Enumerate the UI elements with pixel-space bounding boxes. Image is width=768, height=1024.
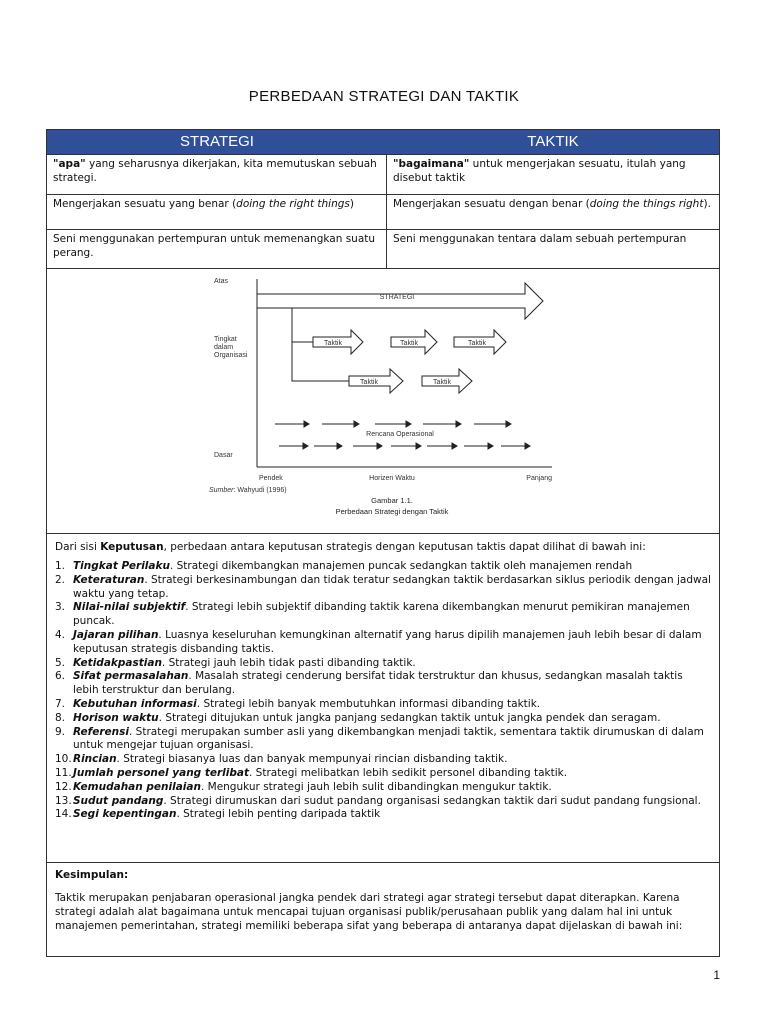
strategy-tactic-diagram bbox=[47, 269, 719, 533]
list-term: Referensi bbox=[73, 725, 129, 738]
branch-line-1 bbox=[292, 308, 313, 342]
list-text: . Strategi melibatkan lebih sedikit personel dibanding taktik. bbox=[248, 766, 568, 779]
rencana-arrows-bottom bbox=[279, 443, 530, 449]
list-text: . Strategi berkesinambungan dan tidak teratur sedangkan taktik berdasarkan siklus periodik dengan jadwal waktu yang tetap. bbox=[73, 573, 711, 600]
list-term: Segi kepentingan bbox=[73, 808, 177, 821]
list-text: . Luasnya keseluruhan kemungkinan alternatif yang harus dipilih manajemen jauh lebih besar di dalam keputusan strategis disbanding taktis. bbox=[73, 628, 702, 655]
list-term: Rincian bbox=[73, 753, 117, 766]
list-item bbox=[55, 795, 711, 809]
strategi-arrow-label: STRATEGI bbox=[379, 294, 415, 301]
list-text: . Strategi ditujukan untuk jangka panjang sedangkan taktik untuk jangka pendek dan seragam. bbox=[158, 711, 661, 724]
keyword-bagaimana: "bagaimana" bbox=[393, 158, 470, 170]
kesimpulan-section bbox=[47, 862, 719, 956]
list-item bbox=[55, 767, 711, 781]
list-term: Horison waktu bbox=[73, 711, 159, 724]
list-number: 10. bbox=[55, 753, 72, 766]
header-taktik: TAKTIK bbox=[527, 133, 579, 150]
cell-italic: doing the things right bbox=[589, 198, 704, 210]
keputusan-list bbox=[55, 560, 711, 822]
list-term: Nilai-nilai subjektif bbox=[73, 601, 186, 614]
cell-text: Mengerjakan sesuatu yang benar ( bbox=[53, 198, 237, 210]
list-number: 12. bbox=[55, 780, 72, 793]
page-title: PERBEDAAN STRATEGI DAN TAKTIK bbox=[248, 88, 520, 105]
list-number: 11. bbox=[55, 766, 72, 779]
list-number: 3. bbox=[55, 601, 66, 614]
strategi-cell bbox=[47, 155, 387, 194]
list-item bbox=[55, 781, 711, 795]
list-text: . Strategi jauh lebih tidak pasti dibanding taktik. bbox=[161, 656, 416, 669]
label-panjang: Panjang bbox=[526, 475, 552, 482]
label-pendek: Pendek bbox=[259, 475, 283, 482]
header-strategi: STRATEGI bbox=[180, 133, 254, 150]
label-organisasi: Organisasi bbox=[214, 352, 248, 359]
keputusan-section bbox=[47, 533, 719, 862]
strategi-arrow bbox=[257, 283, 543, 319]
branch-line-2 bbox=[292, 342, 349, 381]
list-item bbox=[55, 726, 711, 754]
table-row bbox=[47, 154, 719, 194]
list-text: . Strategi dirumuskan dari sudut pandang organisasi sedangkan taktik dari sudut pandang fungsional. bbox=[163, 794, 701, 807]
list-item bbox=[55, 560, 711, 574]
list-number: 1. bbox=[55, 560, 66, 572]
table-header bbox=[47, 130, 719, 154]
list-term: Jajaran pilihan bbox=[73, 628, 159, 641]
table-row bbox=[47, 194, 719, 229]
strategi-cell bbox=[47, 195, 387, 229]
list-term: Keteraturan bbox=[73, 573, 145, 586]
list-term: Ketidakpastian bbox=[73, 656, 162, 669]
list-item bbox=[55, 629, 711, 657]
label-horizen: Horizen Waktu bbox=[369, 475, 415, 482]
caption-number: Gambar 1.1. bbox=[371, 496, 413, 505]
list-number: 7. bbox=[55, 697, 66, 710]
kesimpulan-text: Taktik merupakan penjabaran operasional jangka pendek dari strategi agar strategi tersebut dapat diterapkan. Karena strategi adalah alat bagaimana untuk mencapai tujuan organisasi publik/perusahaan publik yang dalam hal ini untuk manajemen pemerintahan, strategi memiliki beberapa sifat yang beberapa di antaranya dapat dijelaskan di bawah ini: bbox=[55, 892, 683, 932]
label-dalam: dalam bbox=[214, 344, 234, 351]
list-item bbox=[55, 712, 711, 726]
list-text: . Masalah strategi cenderung bersifat tidak terstruktur dan khusus, sedangkan masalah taktis lebih terstruktur dan berulang. bbox=[73, 670, 683, 697]
list-item bbox=[55, 657, 711, 671]
list-text: . Strategi merupakan sumber asli yang dikembangkan menjadi taktik, sementara taktik dirumuskan di dalam untuk mengejar tujuan organisasi. bbox=[73, 725, 704, 752]
taktik-cell bbox=[387, 195, 719, 229]
list-term: Jumlah personel yang terlibat bbox=[73, 766, 249, 779]
list-number: 5. bbox=[55, 656, 66, 669]
cell-italic: doing the right things bbox=[236, 198, 350, 210]
list-term: Tingkat Perilaku bbox=[73, 560, 170, 572]
label-atas: Atas bbox=[214, 278, 229, 285]
keyword-apa: "apa" bbox=[53, 158, 86, 170]
list-term: Kebutuhan informasi bbox=[73, 697, 197, 710]
rencana-arrows-top bbox=[275, 421, 511, 427]
cell-text: Mengerjakan sesuatu dengan benar ( bbox=[393, 198, 590, 210]
cell-text: untuk mengerjakan sesuatu, itulah yang disebut taktik bbox=[393, 158, 686, 184]
cell-text: ) bbox=[349, 198, 355, 210]
taktik-arrow-label: Taktik bbox=[433, 379, 451, 386]
source-text: : Wahyudi (1996) bbox=[233, 487, 287, 494]
list-number: 9. bbox=[55, 725, 66, 738]
figure-strategi-taktik bbox=[47, 268, 719, 533]
list-text: . Mengukur strategi jauh lebih sulit dibandingkan mengukur taktik. bbox=[200, 780, 552, 793]
taktik-arrow-label: Taktik bbox=[360, 379, 378, 386]
list-number: 2. bbox=[55, 573, 66, 586]
figure-source bbox=[209, 487, 287, 494]
page-number: 1 bbox=[713, 968, 720, 982]
cell-text: ). bbox=[703, 198, 711, 210]
taktik-arrow-label: Taktik bbox=[400, 340, 418, 347]
strategi-cell: Seni menggunakan pertempuran untuk memenangkan suatu perang. bbox=[47, 230, 387, 268]
list-term: Sudut pandang bbox=[73, 794, 164, 807]
list-text: . Strategi biasanya luas dan banyak mempunyai rincian disbanding taktik. bbox=[116, 753, 508, 766]
list-item bbox=[55, 808, 711, 822]
list-number: 14. bbox=[55, 808, 72, 821]
list-item bbox=[55, 670, 711, 698]
taktik-cell bbox=[387, 155, 719, 194]
label-tingkat: Tingkat bbox=[214, 336, 237, 343]
comparison-table bbox=[46, 129, 720, 957]
rencana-label: Rencana Operasional bbox=[366, 431, 434, 438]
list-term: Sifat permasalahan bbox=[73, 670, 189, 683]
list-number: 8. bbox=[55, 711, 66, 724]
intro-bold: Keputusan bbox=[100, 541, 164, 553]
list-text: . Strategi lebih subjektif dibanding taktik karena dikembangkan menurut pemikiran manajemen puncak. bbox=[73, 601, 690, 628]
list-item bbox=[55, 601, 711, 629]
list-number: 13. bbox=[55, 794, 72, 807]
list-number: 4. bbox=[55, 628, 66, 641]
taktik-arrow-label: Taktik bbox=[324, 340, 342, 347]
intro-text: , perbedaan antara keputusan strategis dengan keputusan taktis dapat dilihat di bawah ini: bbox=[163, 541, 646, 553]
list-term: Kemudahan penilaian bbox=[73, 780, 201, 793]
intro-text: Dari sisi bbox=[55, 541, 101, 553]
list-item bbox=[55, 574, 711, 602]
list-item bbox=[55, 753, 711, 767]
kesimpulan-title: Kesimpulan: bbox=[55, 869, 129, 881]
table-row bbox=[47, 229, 719, 268]
cell-text: yang seharusnya dikerjakan, kita memutuskan sebuah strategi. bbox=[53, 158, 377, 184]
taktik-cell: Seni menggunakan tentara dalam sebuah pertempuran bbox=[393, 233, 687, 245]
list-text: . Strategi lebih penting daripada taktik bbox=[176, 808, 381, 821]
taktik-arrow-label: Taktik bbox=[468, 340, 486, 347]
list-text: . Strategi dikembangkan manajemen puncak sedangkan taktik oleh manajemen rendah bbox=[169, 560, 633, 572]
list-item bbox=[55, 698, 711, 712]
list-text: . Strategi lebih banyak membutuhkan informasi dibanding taktik. bbox=[196, 697, 541, 710]
source-italic: Sumber bbox=[209, 487, 234, 494]
list-number: 6. bbox=[55, 670, 66, 683]
keputusan-intro bbox=[55, 540, 711, 554]
caption-title: Perbedaan Strategi dengan Taktik bbox=[335, 507, 449, 516]
label-dasar: Dasar bbox=[214, 452, 233, 459]
